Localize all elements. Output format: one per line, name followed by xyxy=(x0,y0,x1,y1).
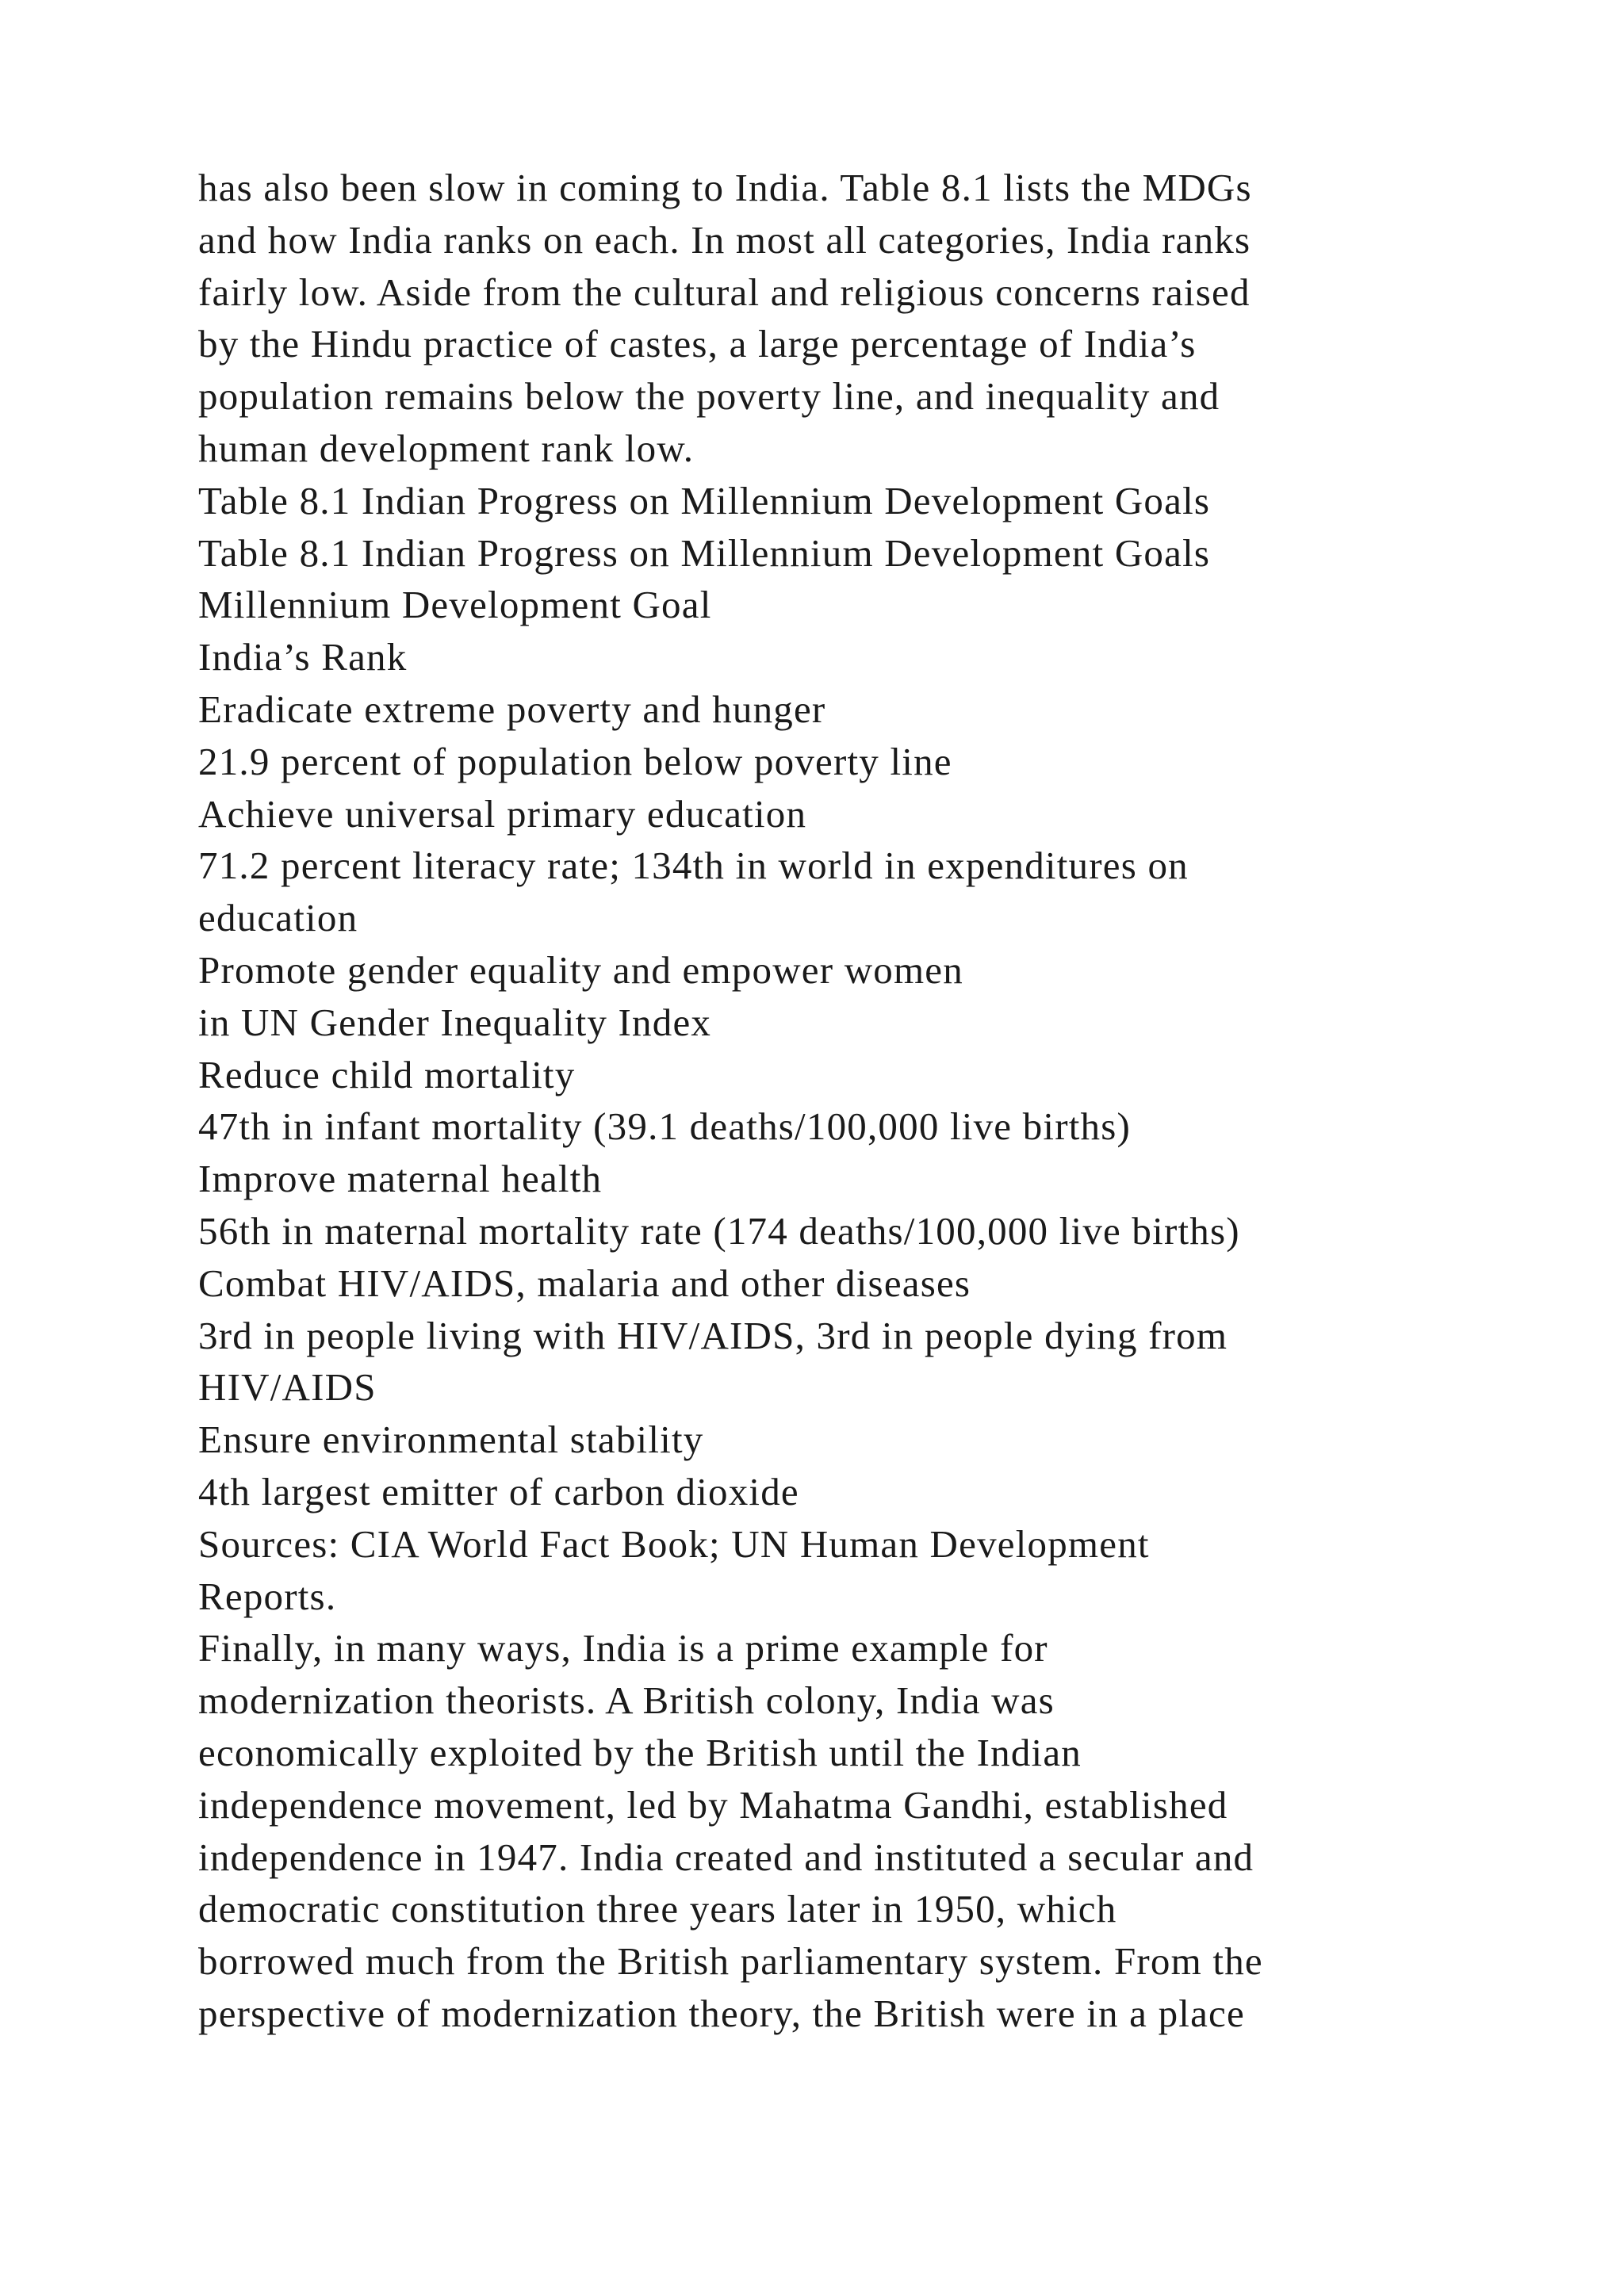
table-cell: 21.9 percent of population below poverty line xyxy=(198,739,952,783)
text-line: Finally, in many ways, India is a prime example for xyxy=(198,1626,1048,1670)
table-cell: in UN Gender Inequality Index xyxy=(198,1000,712,1044)
text-line: economically exploited by the British until the Indian xyxy=(198,1730,1082,1774)
table-caption: Table 8.1 Indian Progress on Millennium Development Goals xyxy=(198,478,1211,522)
table-cell: 4th largest emitter of carbon dioxide xyxy=(198,1469,799,1513)
text-line: independence in 1947. India created and instituted a secular and xyxy=(198,1835,1254,1879)
text-line: human development rank low. xyxy=(198,426,695,470)
table-cell: HIV/AIDS xyxy=(198,1365,377,1410)
table-cell: Ensure environmental stability xyxy=(198,1418,704,1462)
table-cell: 3rd in people living with HIV/AIDS, 3rd in people dying from xyxy=(198,1313,1228,1357)
text-line: fairly low. Aside from the cultural and religious concerns raised xyxy=(198,270,1251,314)
table-cell: Reduce child mortality xyxy=(198,1052,576,1096)
table-source: Sources: CIA World Fact Book; UN Human Development xyxy=(198,1521,1150,1566)
table-cell: Improve maternal health xyxy=(198,1157,603,1201)
text-line: perspective of modernization theory, the British were in a place xyxy=(198,1991,1245,2035)
document-body xyxy=(198,162,1435,2040)
table-cell: 56th in maternal mortality rate (174 deaths/100,000 live births) xyxy=(198,1208,1240,1253)
text-line: borrowed much from the British parliamentary system. From the xyxy=(198,1939,1263,1984)
table-caption: Table 8.1 Indian Progress on Millennium Development Goals xyxy=(198,530,1211,575)
table-header: India’s Rank xyxy=(198,635,408,679)
text-line: has also been slow in coming to India. Table 8.1 lists the MDGs xyxy=(198,166,1252,209)
text-line: democratic constitution three years later in 1950, which xyxy=(198,1887,1117,1931)
table-cell: Eradicate extreme poverty and hunger xyxy=(198,687,826,731)
table-cell: Promote gender equality and empower women xyxy=(198,947,963,992)
table-source: Reports. xyxy=(198,1574,337,1618)
text-line: and how India ranks on each. In most all categories, India ranks xyxy=(198,217,1251,262)
table-cell: 71.2 percent literacy rate; 134th in world in expenditures on xyxy=(198,844,1189,888)
table-cell: Combat HIV/AIDS, malaria and other diseases xyxy=(198,1261,971,1305)
text-line: by the Hindu practice of castes, a large percentage of India’s xyxy=(198,322,1197,366)
table-cell: education xyxy=(198,896,358,940)
text-line: modernization theorists. A British colony, India was xyxy=(198,1678,1055,1723)
text-line: population remains below the poverty line, and inequality and xyxy=(198,374,1220,419)
text-line: independence movement, led by Mahatma Gandhi, established xyxy=(198,1782,1228,1827)
table-cell: Achieve universal primary education xyxy=(198,791,807,836)
table-header: Millennium Development Goal xyxy=(198,583,712,627)
table-cell: 47th in infant mortality (39.1 deaths/100,000 live births) xyxy=(198,1104,1132,1149)
